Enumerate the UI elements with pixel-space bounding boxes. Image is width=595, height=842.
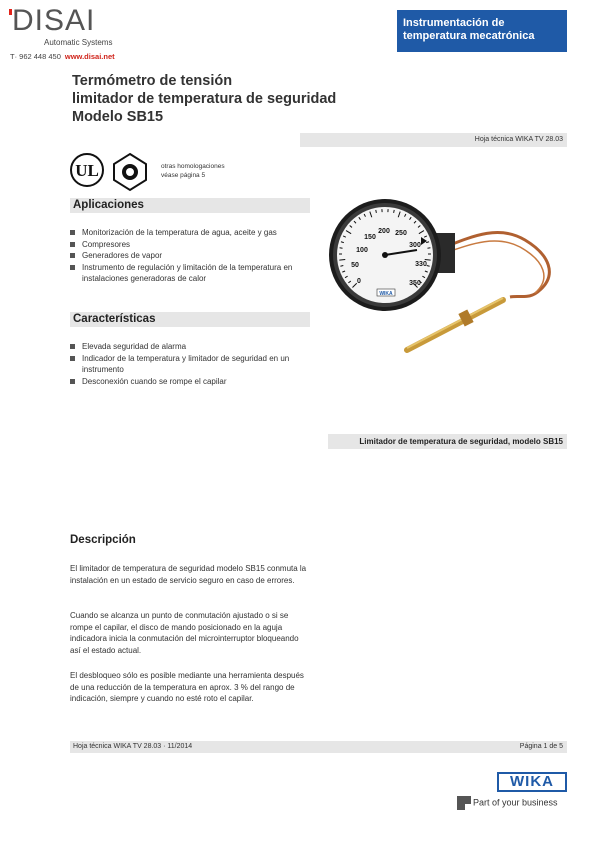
gauge-brand-label: WIKA xyxy=(379,291,393,297)
list-item: Indicador de la temperatura y limitador de seguridad en un instrumento xyxy=(70,353,310,376)
square-logo-icon xyxy=(457,796,471,810)
svg-text:UL: UL xyxy=(75,161,99,180)
gauge-tick-label: 200 xyxy=(378,228,390,235)
tagline: Part of your business xyxy=(457,796,558,810)
gauge-tick-mark xyxy=(340,266,343,267)
disai-logo: DISAI xyxy=(12,6,95,36)
gauge-tick-label: 330 xyxy=(415,261,427,268)
list-item: Elevada seguridad de alarma xyxy=(70,341,310,353)
gauge-tick-label: 250 xyxy=(395,230,407,237)
approvals-note: otras homologaciones véase página 5 xyxy=(161,163,225,179)
list-item: Instrumento de regulación y limitación de la temperatura en instalaciones generadoras de calor xyxy=(70,262,310,285)
title-line-3: Modelo SB15 xyxy=(72,109,164,125)
description-paragraph-2: Cuando se alcanza un punto de conmutación ajustado o si se rompe el capilar, el disco de mando posicionado en la aguja indicadora inicia la conmutación del microinterruptor bloqueando así el estado actual. xyxy=(70,611,299,655)
gauge-tick-label: 0 xyxy=(357,278,361,285)
page-number: Página 1 de 5 xyxy=(519,743,563,750)
gauge-tick-mark xyxy=(339,259,345,260)
product-image-thermometer xyxy=(325,195,570,370)
gauge-tick-label: 300 xyxy=(409,242,421,249)
wika-logo: WIKA xyxy=(497,772,567,792)
page-title xyxy=(72,72,336,126)
phone-number: T· 962 448 450 xyxy=(10,52,61,61)
disai-logo-subtitle: Automatic Systems xyxy=(44,38,113,47)
gauge-tick-mark xyxy=(376,210,377,213)
caracteristicas-list xyxy=(70,341,310,387)
gauge-tick-label: 100 xyxy=(356,247,368,254)
page-footer xyxy=(70,741,567,753)
section-heading-descripcion: Descripción xyxy=(70,534,136,546)
title-line-1: Termómetro de tensión xyxy=(72,73,233,89)
list-item: Generadores de vapor xyxy=(70,250,310,262)
description-paragraph-3: El desbloqueo sólo es posible mediante una herramienta después de una reducción de la temperatura en aprox. 3 % del rango de indicación, siempre y cuando no esté roto el capilar. xyxy=(70,671,304,703)
website-link[interactable]: www.disai.net xyxy=(64,52,115,61)
gauge-tick-label: 50 xyxy=(351,262,359,269)
datasheet-reference: Hoja técnica WIKA TV 28.03 xyxy=(300,133,567,147)
list-item: Compresores xyxy=(70,239,310,251)
gauge-tick-label: 350 xyxy=(409,280,421,287)
image-caption: Limitador de temperatura de seguridad, modelo SB15 xyxy=(328,434,567,449)
certification-logos xyxy=(70,152,150,192)
section-heading-aplicaciones: Aplicaciones xyxy=(70,198,310,213)
ul-icon xyxy=(71,154,103,186)
gost-icon xyxy=(114,154,146,190)
footer-reference: Hoja técnica WIKA TV 28.03 · 11/2014 xyxy=(73,743,193,750)
gauge-tick-label: 150 xyxy=(364,234,376,241)
list-item: Desconexión cuando se rompe el capilar xyxy=(70,376,310,388)
description-paragraph-1: El limitador de temperatura de seguridad modelo SB15 conmuta la instalación en un estado de servicio seguro en caso de errores. xyxy=(70,564,307,585)
list-item: Monitorización de la temperatura de agua, aceite y gas xyxy=(70,227,310,239)
contact-line xyxy=(10,52,115,61)
aplicaciones-list xyxy=(70,227,310,285)
title-line-2: limitador de temperatura de seguridad xyxy=(72,91,337,107)
gauge-tick-mark xyxy=(427,266,430,267)
category-banner: Instrumentación de temperatura mecatrónica xyxy=(397,10,567,52)
gauge-tick-mark xyxy=(394,210,395,213)
section-heading-caracteristicas: Características xyxy=(70,312,310,327)
